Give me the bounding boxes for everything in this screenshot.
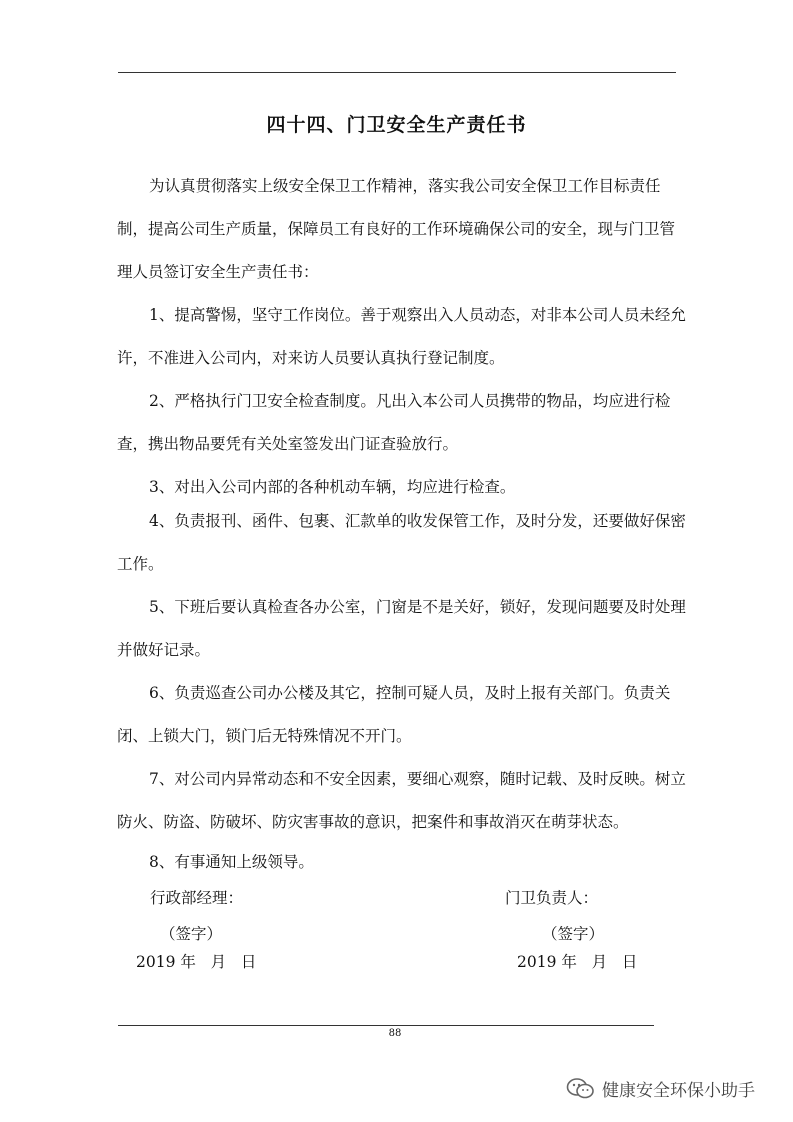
watermark-text: 健康安全环保小助手 — [602, 1081, 755, 1101]
right-signature-placeholder: （签字） — [542, 925, 605, 943]
document-title: 四十四、门卫安全生产责任书 — [266, 114, 527, 136]
watermark — [566, 1076, 755, 1101]
left-signature-role: 行政部经理： — [150, 889, 244, 907]
list-item-6: 6、负责巡查公司办公楼及其它，控制可疑人员，及时上报有关部门。负责关闭、上锁大门，锁门后无特殊情况不开门。 — [117, 684, 671, 745]
list-item-8: 8、有事通知上级领导。 — [149, 853, 314, 871]
footer-rule — [118, 1025, 654, 1026]
list-item-3: 3、对出入公司内部的各种机动车辆，均应进行检查。 — [149, 478, 516, 496]
right-signature-role: 门卫负责人： — [505, 889, 599, 907]
left-signature-placeholder: （签字） — [160, 925, 223, 943]
right-signature-date: 2019 年 月 日 — [517, 953, 638, 971]
list-item-7: 7、对公司内异常动态和不安全因素，要细心观察，随时记载、及时反映。树立防火、防盗、防破坏、防灾害事故的意识，把案件和事故消灭在萌芽状态。 — [117, 770, 686, 831]
list-item-5: 5、下班后要认真检查各办公室，门窗是不是关好，锁好，发现问题要及时处理并做好记录。 — [117, 598, 686, 659]
list-item-4: 4、负责报刊、函件、包裹、汇款单的收发保管工作，及时分发，还要做好保密工作。 — [117, 512, 686, 573]
left-signature-date: 2019 年 月 日 — [136, 953, 257, 971]
page-number: 88 — [388, 1028, 402, 1039]
header-rule — [118, 72, 676, 73]
wechat-icon — [566, 1077, 596, 1101]
list-item-1: 1、提高警惕，坚守工作岗位。善于观察出入人员动态，对非本公司人员未经允许，不准进入公司内，对来访人员要认真执行登记制度。 — [117, 306, 686, 367]
intro-paragraph: 为认真贯彻落实上级安全保卫工作精神，落实我公司安全保卫工作目标责任制，提高公司生产质量，保障员工有良好的工作环境确保公司的安全，现与门卫管理人员签订安全生产责任书： — [117, 177, 676, 281]
list-item-2: 2、严格执行门卫安全检查制度。凡出入本公司人员携带的物品，均应进行检查，携出物品要凭有关处室签发出门证查验放行。 — [117, 392, 671, 453]
